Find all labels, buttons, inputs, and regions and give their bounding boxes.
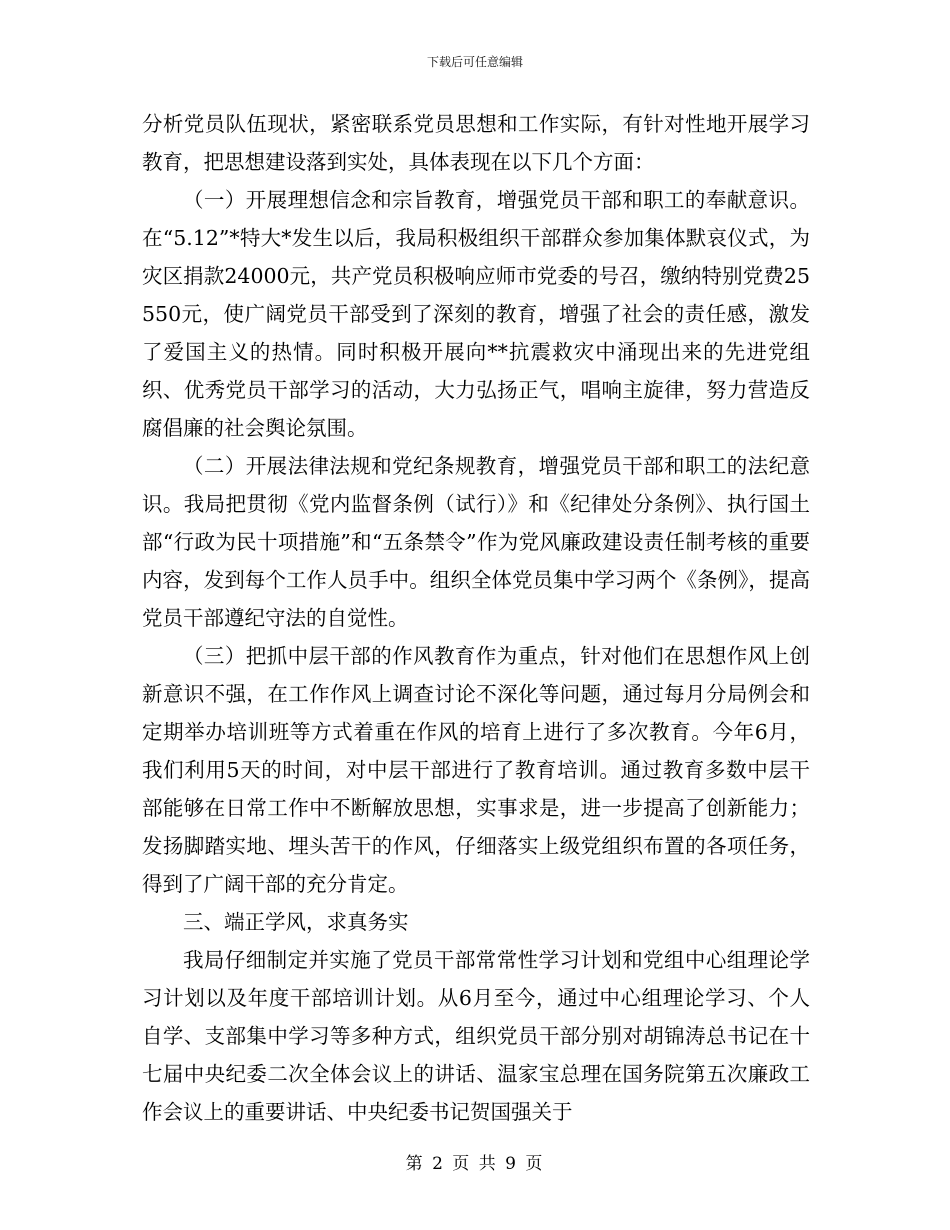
paragraph-section-2: （二）开展法律法规和党纪条规教育，增强党员干部和职工的法纪意识。我局把贯彻《党内监督条例（试行）》和《纪律处分条例》、执行国土部“行政为民十项措施”和“五条禁令”作为党风廉政建设责任制考核的重要内容，发到每个工作人员手中。组织全体党员集中学习两个《条例》，提高党员干部遵纪守法的自觉性。 xyxy=(142,454,810,630)
page-header: 下载后可任意编辑 xyxy=(426,55,523,69)
document-body xyxy=(142,105,810,1131)
paragraph-section-3: （三）把抓中层干部的作风教育作为重点，针对他们在思想作风上创新意识不强，在工作作风上调查讨论不深化等问题，通过每月分局例会和定期举办培训班等方式着重在作风的培育上进行了多次教育。今年6月，我们利用5天的时间，对中层干部进行了教育培训。通过教育多数中层干部能够在日常工作中不断解放思想，实事求是，进一步提高了创新能力；发扬脚踏实地、埋头苦干的作风，仔细落实上级党组织布置的各项任务，得到了广阔干部的充分肯定。 xyxy=(142,644,810,896)
section-heading: 三、端正学风，求真务实 xyxy=(183,910,409,934)
page-number-footer: 第 2 页 共 9 页 xyxy=(405,1154,545,1174)
paragraph-study-plan: 我局仔细制定并实施了党员干部常常性学习计划和党组中心组理论学习计划以及年度干部培训计划。从6月至今，通过中心组理论学习、个人自学、支部集中学习等多种方式，组织党员干部分别对胡锦涛总书记在十七届中央纪委二次全体会议上的讲话、温家宝总理在国务院第五次廉政工作会议上的重要讲话、中央纪委书记贺国强关于 xyxy=(142,948,810,1124)
paragraph-section-1: （一）开展理想信念和宗旨教育，增强党员干部和职工的奉献意识。在“5.12”*特大*发生以后，我局积极组织干部群众参加集体默哀仪式，为灾区捐款24000元，共产党员积极响应师市党委的号召，缴纳特别党费25550元，使广阔党员干部受到了深刻的教育，增强了社会的责任感，激发了爱国主义的热情。同时积极开展向**抗震救灾中涌现出来的先进党组织、优秀党员干部学习的活动，大力弘扬正气，唱响主旋律，努力营造反腐倡廉的社会舆论氛围。 xyxy=(142,188,810,440)
paragraph-continuation: 分析党员队伍现状，紧密联系党员思想和工作实际，有针对性地开展学习教育，把思想建设落到实处，具体表现在以下几个方面： xyxy=(142,112,810,174)
